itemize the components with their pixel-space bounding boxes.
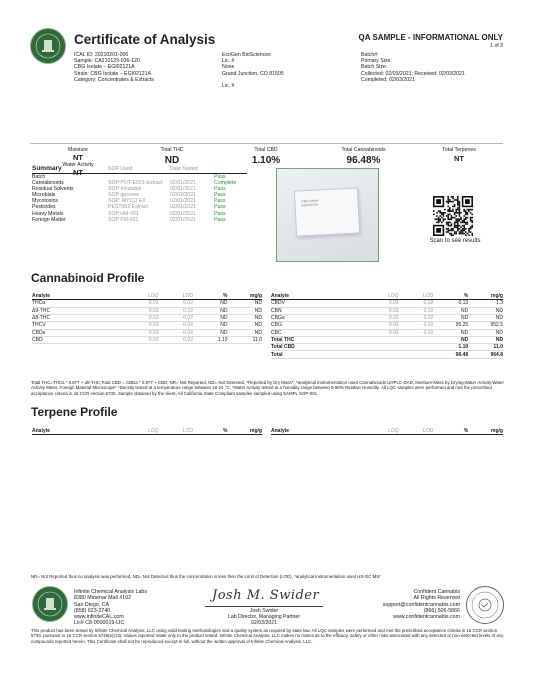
analyte-name: CBG [271,322,364,329]
page-number: 1 of 3 [490,43,503,49]
percent-value: ND [193,300,228,307]
lod-value: 0.02 [399,307,434,314]
moisture-label: Moisture [68,147,88,153]
mgg-value: 11.0 [228,336,263,343]
percent-value: 96.48 [433,351,468,358]
lod-value [399,336,434,343]
loq-value: 0.03 [124,329,159,336]
summary-sop: SOP:Inhalable [108,186,142,193]
summary-test-name: Pesticides [32,204,56,211]
summary-result: Pass [214,186,226,193]
analyte-row [32,336,262,343]
confident-name: Confident Cannabis [413,589,460,595]
percent-value: ND [433,307,468,314]
summary-sop: SOP:HM-001 [108,210,139,217]
signer-info [205,608,323,627]
total-row [271,336,503,343]
client-line: Lic. # [222,58,235,65]
analyte-row [32,322,262,329]
cannabinoids-label: Total Cannabinoids [341,147,386,153]
terpenes-value: NT [454,154,464,164]
cannabinoids-value: 96.48% [346,155,381,167]
loq-value: 0.03 [124,322,159,329]
column-header: mg/g [468,428,503,435]
water-activity-label: Water Activity [62,162,94,169]
bottom-note: NR= Not Reported thus no analysis was performed, ND= Not Detected thus the concentration is less then the Limit of Detection (LOD), *analytical instrumentation used HS-GC MS* [31,574,381,579]
analyte-row [271,322,503,329]
total-row [271,351,503,358]
column-header: Analyte [32,293,124,300]
mgg-value: ND [228,329,263,336]
summary-result: Pass [214,174,226,180]
percent-value: 95.25 [433,322,468,329]
cannabinoid-footnote: Total THC=THCa * 0.877 + d9-THC;Total CBD = CBDa * 0.877 + CBD; NR= Not Reported, ND= Not Detected, *Reported by Dry Mass*; *analytical instrumentation used Cannabinoids:UHPLC-DAD, Moisture:Mass by Drying,Water Activity:Water Activity Meter, Foreign Material:Microscope* *Density tested at a temperature range between 19-24 °C, *Water Activity tested at a humidity range between 0-90% Relative Humidity. All LQC samples were performed and met the prescribed acceptance criteria in 16 CCR section 5730. Sample obtained by the client, All California State Compliant samples sampled using SAMPL SOP-001 [31,380,504,396]
summary-date: 02/01/2021 [170,180,196,187]
lab-name: Infinite Chemical Analysis Labs [74,589,148,595]
water-activity-value: NT [73,168,83,178]
summary-sop: SOP: MYCO EX [108,198,146,205]
column-header: Analyte [271,428,364,435]
column-header: Analyte [32,428,124,435]
loq-value: 0.03 [124,336,159,343]
sample-bag [294,187,360,236]
column-header: LOQ [124,428,159,435]
analyte-name: CBC [271,329,364,336]
mgg-value: ND [228,315,263,322]
lab-logo-bottom [32,586,68,622]
qr-code-icon[interactable] [433,196,473,236]
column-header: Analyte [271,293,364,300]
analyte-name: THCa [32,300,124,307]
loq-value: 0.03 [364,307,399,314]
client-info [222,52,352,89]
mgg-value: 11.0 [468,344,503,351]
signer-date: 02/03/2021 [251,620,277,627]
batch-line: Primary Size: [361,58,392,65]
percent-value: ND [433,315,468,322]
percent-value: 1.10 [193,336,228,343]
signature: Josh M. Swider [212,588,320,603]
divider [205,606,323,607]
mgg-value: ND [468,329,503,336]
signer-name: Josh Swider [249,608,279,614]
analyte-name: CBN [271,307,364,314]
lab-logo [30,28,66,64]
analyte-row [32,329,262,336]
analyte-name: THCV [32,322,124,329]
loq-value: 0.03 [364,300,399,307]
summary-result: Pass [214,210,226,217]
column-header: LOQ [124,293,159,300]
divider [30,143,503,144]
summary-date-header: Date Tested [170,166,198,172]
mgg-value: 1.3 [468,300,503,307]
summary-row [32,217,247,223]
summary-date: 02/01/2021 [170,198,196,205]
sample-label: CBG Isolate EGI02121A [301,198,319,208]
cbd-label: Total CBD [254,147,278,153]
column-header: LOD [159,428,194,435]
percent-value: 1.10 [433,344,468,351]
analyte-row [32,315,262,322]
batch-line: Batch#: [361,52,379,58]
lab-address1: 8380 Miramar Mall #102 [74,595,132,602]
summary-sop-header: SOP Used [108,166,133,172]
analyte-row [271,307,503,314]
percent-value: ND [193,315,228,322]
analyte-row [271,315,503,322]
column-header: LOD [159,293,194,300]
qa-label: QA SAMPLE - INFORMATIONAL ONLY [358,33,503,42]
cbd-value: 1.10% [251,155,281,167]
batch-info [361,52,511,83]
lab-phone: (858) 623-2740 [74,607,111,614]
lod-value: 0.02 [399,315,434,322]
sample-info [74,52,214,83]
lab-web[interactable]: www.infiniteCAL.com [74,614,124,621]
summary-date: 02/02/2021 [170,192,196,199]
lod-value: 0.02 [399,300,434,307]
sample-photo [276,168,379,262]
lod-value: 0.02 [159,307,194,314]
lab-license: Lic# C8-0000019-LIC [74,620,125,627]
confident-info [360,589,460,620]
mgg-value: ND [228,322,263,329]
lab-logo-icon [33,587,67,621]
lod-value: 0.02 [159,300,194,307]
lab-logo-icon [31,29,65,63]
thc-value: ND [164,155,180,167]
terpenes-label: Total Terpenes [442,147,476,153]
percent-value: 0.13 [433,300,468,307]
confident-seal-graphic [467,587,503,623]
column-header: % [433,428,468,435]
sample-line: Sample: CA210129-036-120 [74,58,140,65]
cannabinoid-profile-title: Cannabinoid Profile [31,271,145,285]
loq-value: 0.03 [124,315,159,322]
summary-sop: SOP:qpcrone [108,192,140,199]
summary-test-name: Foreign Matter [32,216,66,223]
analyte-row [32,307,262,314]
cbd-box [222,147,310,167]
analyte-row [271,300,503,307]
summary-sop: SOP:FM-001 [108,216,139,223]
analyte-name: CBGa [271,315,364,322]
loq-value: 0.03 [364,315,399,322]
lod-value: 0.02 [159,336,194,343]
column-header: mg/g [228,428,263,435]
batch-line: Batch Size: [361,64,388,71]
mgg-value: ND [468,336,503,343]
column-header: LOQ [364,293,399,300]
analyte-name: Δ9-THC [32,307,124,314]
summary-date: 02/01/2021 [170,216,196,223]
terpene-table-left [32,428,262,435]
analyte-name: CBD [32,336,124,343]
qr-caption: Scan to see results [429,238,481,244]
analyte-row [271,329,503,336]
confident-phone: (866) 506-5866 [423,607,460,614]
terpenes-box [414,147,504,163]
summary-test-name: Heavy Metals [32,210,64,217]
column-header: LOD [399,293,434,300]
loq-value: 0.03 [364,329,399,336]
summary-test-name: Batch [32,174,46,180]
summary-date: 02/01/2021 [170,186,196,193]
confident-email[interactable]: support@confidentcannabis.com [382,601,460,608]
moisture-value: NT [73,153,83,163]
analyte-name: Total THC [271,336,364,343]
column-header: LOQ [364,428,399,435]
sample-line: Strain: CBG Isolate – EGI02121A [74,70,151,77]
loq-value: 0.03 [364,322,399,329]
mgg-value: ND [468,315,503,322]
summary-table [32,174,247,223]
column-header: % [433,293,468,300]
percent-value: ND [193,307,228,314]
summary-result: Pass [214,198,226,205]
sample-line: Category: Concentrates & Extracts [74,76,154,83]
summary-test-name: Residual Solvents [32,186,74,193]
summary-test-name: Microbials [32,192,56,199]
loq-value [364,344,399,351]
analyte-name: Total CBD [271,344,364,351]
column-header: % [193,428,228,435]
lod-value: 0.02 [159,315,194,322]
column-header: mg/g [228,293,263,300]
signer-role: Lab Director, Managing Partner [227,614,301,621]
lod-value: 0.02 [399,329,434,336]
total-row [271,344,503,351]
mgg-value: 964.8 [468,351,503,358]
mgg-value: ND [228,307,263,314]
lod-value [399,351,434,358]
lod-value [399,344,434,351]
thc-label: Total THC [160,147,184,153]
lab-info [74,589,204,627]
loq-value: 0.03 [124,307,159,314]
lod-value: 0.02 [159,329,194,336]
loq-value: 0.03 [124,300,159,307]
summary-test-name: Cannabinoids [32,180,64,187]
thc-box [128,147,216,167]
column-header: % [193,293,228,300]
analyte-name: CBDa [32,329,124,336]
summary-test-name: Mycotoxins [32,198,58,205]
loq-value [364,336,399,343]
client-line: None [222,64,235,71]
terpene-table-right [271,428,503,435]
percent-value: ND [433,329,468,336]
percent-value: ND [193,329,228,336]
summary-result: Pass [214,192,226,199]
loq-value [364,351,399,358]
client-line: EcoGen BioSciences [222,52,271,58]
mgg-value: ND [228,300,263,307]
summary-sop: SOP:POT-E001-Extract [108,180,163,187]
mgg-value: ND [468,307,503,314]
confident-rights: All Rights Reserved [413,595,460,602]
lod-value: 0.02 [159,322,194,329]
analyte-row [32,300,262,307]
batch-line: Collected: 02/03/2021; Received: 02/03/2021 [361,70,465,77]
summary-result: Complete [214,180,237,187]
summary-date: 02/01/2021 [170,204,196,211]
batch-line: Completed: 02/03/2021 [361,76,415,83]
summary-sop: PEST002:Extract [108,204,148,211]
sample-line: ICAL ID: 20210201-006 [74,52,129,58]
confident-web[interactable]: www.confidentcannabis.com [393,614,460,621]
confident-seal-icon [466,586,504,624]
column-header: mg/g [468,293,503,300]
cannabinoids-box [316,147,411,167]
summary-date: 02/01/2021 [170,210,196,217]
mgg-value: 952.5 [468,322,503,329]
cannabinoid-table-left [32,293,262,344]
percent-value: ND [193,322,228,329]
lab-address2: San Diego, CA [74,601,110,608]
page-title: Certificate of Analysis [74,32,216,47]
analyte-name: Δ8-THC [32,315,124,322]
cannabinoid-table-right [271,293,503,359]
summary-result: Pass [214,204,226,211]
sample-line: CBG Isolate – EGI02121A [74,64,135,71]
client-line: Grand Junction, CO 81505 [222,70,284,77]
analyte-name: Total [271,351,364,358]
summary-title: Summary [32,165,62,172]
analyte-name: CBDV [271,300,364,307]
disclaimer: This product has been tested by Infinite Chemical Analysis, LLC using valid testing methodologies and a quality system as required by state law. All LQC samples were performed and met the prescribed acceptance criteria in 16 CCR section 5730, pursuant to 16 CCR section 5726(e)(13). Values reported relate only to the product tested. Infinite Chemical Analysis, LLC makes no claims as to the efficacy, safety or other risks associated with any detected or non-detected levels of any compounds reported herein. This Certificate shall not be reproduced except in full, without the written approval of Infinite Chemical Analysis, LLC. [31,628,504,644]
summary-result: Pass [214,216,226,223]
percent-value: ND [433,336,468,343]
lod-value: 0.02 [399,322,434,329]
column-header: LOD [399,428,434,435]
client-line: Lic. # [222,83,235,89]
terpene-profile-title: Terpene Profile [31,405,118,419]
